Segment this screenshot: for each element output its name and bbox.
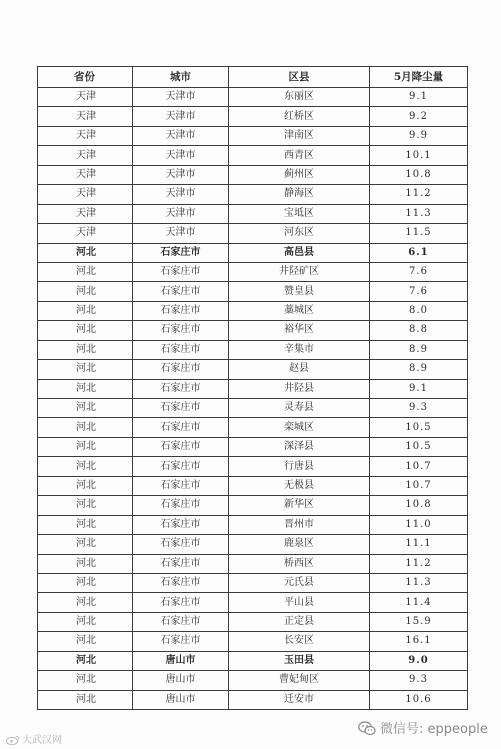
weibo-icon bbox=[6, 735, 20, 745]
cell-dust-fall: 11.0 bbox=[370, 515, 468, 534]
table-row bbox=[38, 185, 468, 204]
cell-province: 河北 bbox=[38, 457, 133, 476]
cell-province: 河北 bbox=[38, 262, 133, 281]
cell-province: 河北 bbox=[38, 379, 133, 398]
watermark-left bbox=[6, 731, 62, 746]
cell-province: 河北 bbox=[38, 515, 133, 534]
cell-province: 天津 bbox=[38, 107, 133, 126]
cell-province: 河北 bbox=[38, 243, 133, 262]
cell-province: 河北 bbox=[38, 593, 133, 612]
cell-district: 高邑县 bbox=[229, 243, 370, 262]
cell-province: 河北 bbox=[38, 418, 133, 437]
cell-city: 石家庄市 bbox=[133, 379, 229, 398]
table-header-row bbox=[38, 67, 468, 88]
cell-district: 红桥区 bbox=[229, 107, 370, 126]
cell-district: 津南区 bbox=[229, 126, 370, 145]
cell-province: 天津 bbox=[38, 88, 133, 107]
wechat-icon bbox=[358, 721, 376, 736]
cell-dust-fall: 10.7 bbox=[370, 457, 468, 476]
cell-dust-fall: 9.1 bbox=[370, 379, 468, 398]
cell-province: 天津 bbox=[38, 126, 133, 145]
cell-province: 天津 bbox=[38, 224, 133, 243]
table-row bbox=[38, 554, 468, 573]
header-province: 省份 bbox=[38, 67, 133, 88]
cell-district: 长安区 bbox=[229, 632, 370, 651]
cell-province: 天津 bbox=[38, 185, 133, 204]
watermark-left-text: 大武汉网 bbox=[22, 735, 62, 746]
table-row bbox=[38, 671, 468, 690]
table-row bbox=[38, 573, 468, 592]
cell-city: 石家庄市 bbox=[133, 282, 229, 301]
table-row bbox=[38, 204, 468, 223]
cell-district: 东丽区 bbox=[229, 88, 370, 107]
cell-dust-fall: 10.7 bbox=[370, 476, 468, 495]
table-row bbox=[38, 88, 468, 107]
cell-district: 藁城区 bbox=[229, 301, 370, 320]
table-row bbox=[38, 515, 468, 534]
cell-district: 静海区 bbox=[229, 185, 370, 204]
table-row bbox=[38, 224, 468, 243]
cell-dust-fall: 9.2 bbox=[370, 107, 468, 126]
watermark-right-text: 微信号: eppeople bbox=[380, 722, 488, 737]
cell-dust-fall: 7.6 bbox=[370, 262, 468, 281]
cell-dust-fall: 8.9 bbox=[370, 360, 468, 379]
cell-province: 天津 bbox=[38, 146, 133, 165]
cell-dust-fall: 11.3 bbox=[370, 204, 468, 223]
cell-district: 赵县 bbox=[229, 360, 370, 379]
cell-district: 宝坻区 bbox=[229, 204, 370, 223]
cell-city: 天津市 bbox=[133, 126, 229, 145]
cell-dust-fall: 15.9 bbox=[370, 612, 468, 631]
table-row bbox=[38, 651, 468, 670]
cell-city: 石家庄市 bbox=[133, 437, 229, 456]
cell-province: 天津 bbox=[38, 165, 133, 184]
cell-province: 河北 bbox=[38, 282, 133, 301]
cell-province: 河北 bbox=[38, 690, 133, 709]
table-row bbox=[38, 165, 468, 184]
cell-dust-fall: 11.1 bbox=[370, 535, 468, 554]
cell-province: 河北 bbox=[38, 651, 133, 670]
cell-district: 蓟州区 bbox=[229, 165, 370, 184]
table-row bbox=[38, 126, 468, 145]
cell-district: 玉田县 bbox=[229, 651, 370, 670]
cell-city: 石家庄市 bbox=[133, 573, 229, 592]
cell-province: 河北 bbox=[38, 321, 133, 340]
cell-district: 灵寿县 bbox=[229, 399, 370, 418]
table-row bbox=[38, 107, 468, 126]
cell-district: 鹿泉区 bbox=[229, 535, 370, 554]
cell-city: 石家庄市 bbox=[133, 515, 229, 534]
table-row bbox=[38, 690, 468, 709]
cell-district: 桥西区 bbox=[229, 554, 370, 573]
cell-city: 天津市 bbox=[133, 224, 229, 243]
cell-city: 唐山市 bbox=[133, 651, 229, 670]
cell-province: 河北 bbox=[38, 399, 133, 418]
cell-city: 石家庄市 bbox=[133, 457, 229, 476]
cell-district: 井陉县 bbox=[229, 379, 370, 398]
cell-dust-fall: 10.8 bbox=[370, 496, 468, 515]
cell-city: 天津市 bbox=[133, 204, 229, 223]
cell-district: 元氏县 bbox=[229, 573, 370, 592]
cell-province: 河北 bbox=[38, 340, 133, 359]
table-row bbox=[38, 243, 468, 262]
cell-city: 石家庄市 bbox=[133, 360, 229, 379]
cell-city: 石家庄市 bbox=[133, 418, 229, 437]
cell-dust-fall: 11.5 bbox=[370, 224, 468, 243]
cell-city: 石家庄市 bbox=[133, 496, 229, 515]
table-row bbox=[38, 360, 468, 379]
cell-city: 天津市 bbox=[133, 107, 229, 126]
cell-province: 河北 bbox=[38, 535, 133, 554]
table-row bbox=[38, 476, 468, 495]
cell-city: 天津市 bbox=[133, 146, 229, 165]
cell-district: 正定县 bbox=[229, 612, 370, 631]
cell-city: 石家庄市 bbox=[133, 612, 229, 631]
cell-city: 天津市 bbox=[133, 185, 229, 204]
cell-dust-fall: 11.2 bbox=[370, 554, 468, 573]
cell-city: 石家庄市 bbox=[133, 243, 229, 262]
cell-district: 裕华区 bbox=[229, 321, 370, 340]
cell-dust-fall: 11.3 bbox=[370, 573, 468, 592]
cell-dust-fall: 16.1 bbox=[370, 632, 468, 651]
cell-dust-fall: 9.1 bbox=[370, 88, 468, 107]
cell-dust-fall: 8.0 bbox=[370, 301, 468, 320]
cell-district: 赞皇县 bbox=[229, 282, 370, 301]
cell-city: 石家庄市 bbox=[133, 535, 229, 554]
cell-district: 曹妃甸区 bbox=[229, 671, 370, 690]
cell-city: 唐山市 bbox=[133, 671, 229, 690]
table-row bbox=[38, 340, 468, 359]
cell-province: 河北 bbox=[38, 496, 133, 515]
cell-city: 石家庄市 bbox=[133, 593, 229, 612]
cell-province: 河北 bbox=[38, 632, 133, 651]
cell-dust-fall: 10.1 bbox=[370, 146, 468, 165]
cell-city: 石家庄市 bbox=[133, 554, 229, 573]
cell-dust-fall: 6.1 bbox=[370, 243, 468, 262]
cell-district: 西青区 bbox=[229, 146, 370, 165]
table-row bbox=[38, 146, 468, 165]
cell-dust-fall: 10.8 bbox=[370, 165, 468, 184]
cell-city: 石家庄市 bbox=[133, 262, 229, 281]
table-row bbox=[38, 593, 468, 612]
table-row bbox=[38, 632, 468, 651]
table-row bbox=[38, 612, 468, 631]
cell-province: 河北 bbox=[38, 301, 133, 320]
table-row bbox=[38, 282, 468, 301]
cell-dust-fall: 8.8 bbox=[370, 321, 468, 340]
table-row bbox=[38, 301, 468, 320]
header-district: 区县 bbox=[229, 67, 370, 88]
cell-city: 石家庄市 bbox=[133, 340, 229, 359]
cell-district: 河东区 bbox=[229, 224, 370, 243]
table-row bbox=[38, 496, 468, 515]
cell-dust-fall: 10.5 bbox=[370, 418, 468, 437]
cell-city: 石家庄市 bbox=[133, 301, 229, 320]
cell-dust-fall: 9.3 bbox=[370, 399, 468, 418]
table-row bbox=[38, 535, 468, 554]
cell-city: 石家庄市 bbox=[133, 321, 229, 340]
cell-city: 石家庄市 bbox=[133, 476, 229, 495]
cell-city: 石家庄市 bbox=[133, 632, 229, 651]
cell-district: 迁安市 bbox=[229, 690, 370, 709]
table-row bbox=[38, 321, 468, 340]
cell-city: 天津市 bbox=[133, 88, 229, 107]
cell-district: 井陉矿区 bbox=[229, 262, 370, 281]
cell-district: 栾城区 bbox=[229, 418, 370, 437]
cell-dust-fall: 9.3 bbox=[370, 671, 468, 690]
table-row bbox=[38, 399, 468, 418]
cell-city: 唐山市 bbox=[133, 690, 229, 709]
cell-province: 河北 bbox=[38, 360, 133, 379]
cell-district: 行唐县 bbox=[229, 457, 370, 476]
cell-province: 河北 bbox=[38, 554, 133, 573]
watermark-right bbox=[358, 718, 488, 737]
cell-dust-fall: 7.6 bbox=[370, 282, 468, 301]
cell-province: 河北 bbox=[38, 671, 133, 690]
cell-city: 石家庄市 bbox=[133, 399, 229, 418]
cell-province: 河北 bbox=[38, 612, 133, 631]
cell-district: 晋州市 bbox=[229, 515, 370, 534]
header-city: 城市 bbox=[133, 67, 229, 88]
table-row bbox=[38, 437, 468, 456]
cell-province: 河北 bbox=[38, 476, 133, 495]
cell-district: 无极县 bbox=[229, 476, 370, 495]
cell-district: 平山县 bbox=[229, 593, 370, 612]
cell-district: 深泽县 bbox=[229, 437, 370, 456]
cell-dust-fall: 8.9 bbox=[370, 340, 468, 359]
cell-province: 河北 bbox=[38, 573, 133, 592]
cell-dust-fall: 10.5 bbox=[370, 437, 468, 456]
cell-dust-fall: 11.4 bbox=[370, 593, 468, 612]
table-row bbox=[38, 262, 468, 281]
cell-province: 天津 bbox=[38, 204, 133, 223]
dust-fall-table bbox=[37, 66, 468, 710]
cell-dust-fall: 10.6 bbox=[370, 690, 468, 709]
table-row bbox=[38, 457, 468, 476]
cell-district: 新华区 bbox=[229, 496, 370, 515]
cell-dust-fall: 9.9 bbox=[370, 126, 468, 145]
cell-district: 辛集市 bbox=[229, 340, 370, 359]
table-row bbox=[38, 418, 468, 437]
cell-city: 天津市 bbox=[133, 165, 229, 184]
cell-dust-fall: 9.0 bbox=[370, 651, 468, 670]
table-row bbox=[38, 379, 468, 398]
cell-dust-fall: 11.2 bbox=[370, 185, 468, 204]
table-body bbox=[38, 88, 468, 710]
cell-province: 河北 bbox=[38, 437, 133, 456]
header-dust-fall: 5月降尘量 bbox=[370, 67, 468, 88]
